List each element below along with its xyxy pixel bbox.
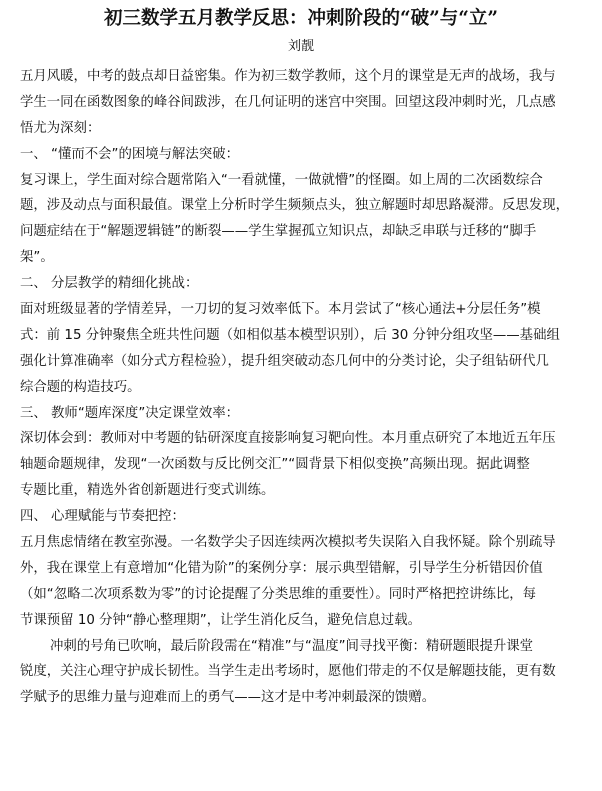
body-text-line: 架”。 <box>20 250 54 266</box>
body-text-line: 悟尤为深刻： <box>20 120 101 136</box>
body-text-line: 专题比重，精选外省创新题进行变式训练。 <box>20 483 275 499</box>
body-text-line: 题，涉及动点与面积最值。课堂上分析时学生频频点头，独立解题时却思路凝滞。反思发现， <box>20 198 570 214</box>
page-title: 初三数学五月教学反思：冲刺阶段的“破”与“立” <box>103 8 499 29</box>
body-text-line: 综合题的构造技巧。 <box>20 379 141 395</box>
body-text-line: 问题症结在于“解题逻辑链”的断裂——学生掌握孤立知识点，却缺乏串联与迁移的“脚手 <box>20 224 537 240</box>
body-text-line: 学赋予的思维力量与迎难而上的勇气——这才是中考冲刺最深的馈赠。 <box>20 690 436 706</box>
section-heading: 一、 “懂而不会”的困境与解法突破： <box>20 146 239 162</box>
body-text-line: 五月焦虑情绪在教室弥漫。一名数学尖子因连续两次模拟考失误陷入自我怀疑。除个别疏导 <box>20 535 556 551</box>
body-text-line: 锐度，关注心理守护成长韧性。当学生走出考场时，愿他们带走的不仅是解题技能，更有数 <box>20 664 556 680</box>
body-text-line: 冲刺的号角已吹响，最后阶段需在“精准”与“温度”间寻找平衡：精研题眼提升课堂 <box>50 638 534 654</box>
document-body <box>20 64 582 711</box>
section-heading: 四、 心理赋能与节奏把控： <box>20 509 185 525</box>
author-name: 刘靓 <box>287 39 314 54</box>
body-text-line: 学生一同在函数图象的峰谷间跋涉，在几何证明的迷宫中突围。回望这段冲刺时光，几点感 <box>20 94 556 110</box>
body-text-line: 面对班级显著的学情差异，一刀切的复习效率低下。本月尝试了“核心通法+分层任务”模 <box>20 302 541 318</box>
body-text-line: （如“忽略二次项系数为零”的讨论提醒了分类思维的重要性）。同时严格把控讲练比，每 <box>20 586 537 602</box>
body-text-line: 节课预留 10 分钟“静心整理期”，让学生消化反刍，避免信息过载。 <box>20 612 421 628</box>
body-text-line: 强化计算准确率（如分式方程检验），提升组突破动态几何中的分类讨论，尖子组钻研代几 <box>20 353 549 369</box>
body-text-line: 外，我在课堂上有意增加“化错为阶”的案例分享：展示典型错解，引导学生分析错因价值 <box>20 560 543 576</box>
body-text-line: 五月风暖，中考的鼓点却日益密集。作为初三数学教师，这个月的课堂是无声的战场，我与 <box>20 69 556 84</box>
section-heading: 三、 教师“题库深度”决定课堂效率： <box>20 405 239 421</box>
body-text-line: 轴题命题规律，发现“一次函数与反比例交汇”“圆背景下相似变换”高频出现。据此调整 <box>20 457 530 473</box>
body-text-line: 深切体会到：教师对中考题的钻研深度直接影响复习靶向性。本月重点研究了本地近五年压 <box>20 431 556 447</box>
body-text-line: 复习课上，学生面对综合题常陷入“一看就懂，一做就懵”的怪圈。如上周的二次函数综合 <box>20 172 543 188</box>
body-text-line: 式：前 15 分钟聚焦全班共性问题（如相似基本模型识别），后 30 分钟分组攻坚——基础组 <box>20 327 560 343</box>
section-heading: 二、 分层教学的精细化挑战： <box>20 276 199 292</box>
